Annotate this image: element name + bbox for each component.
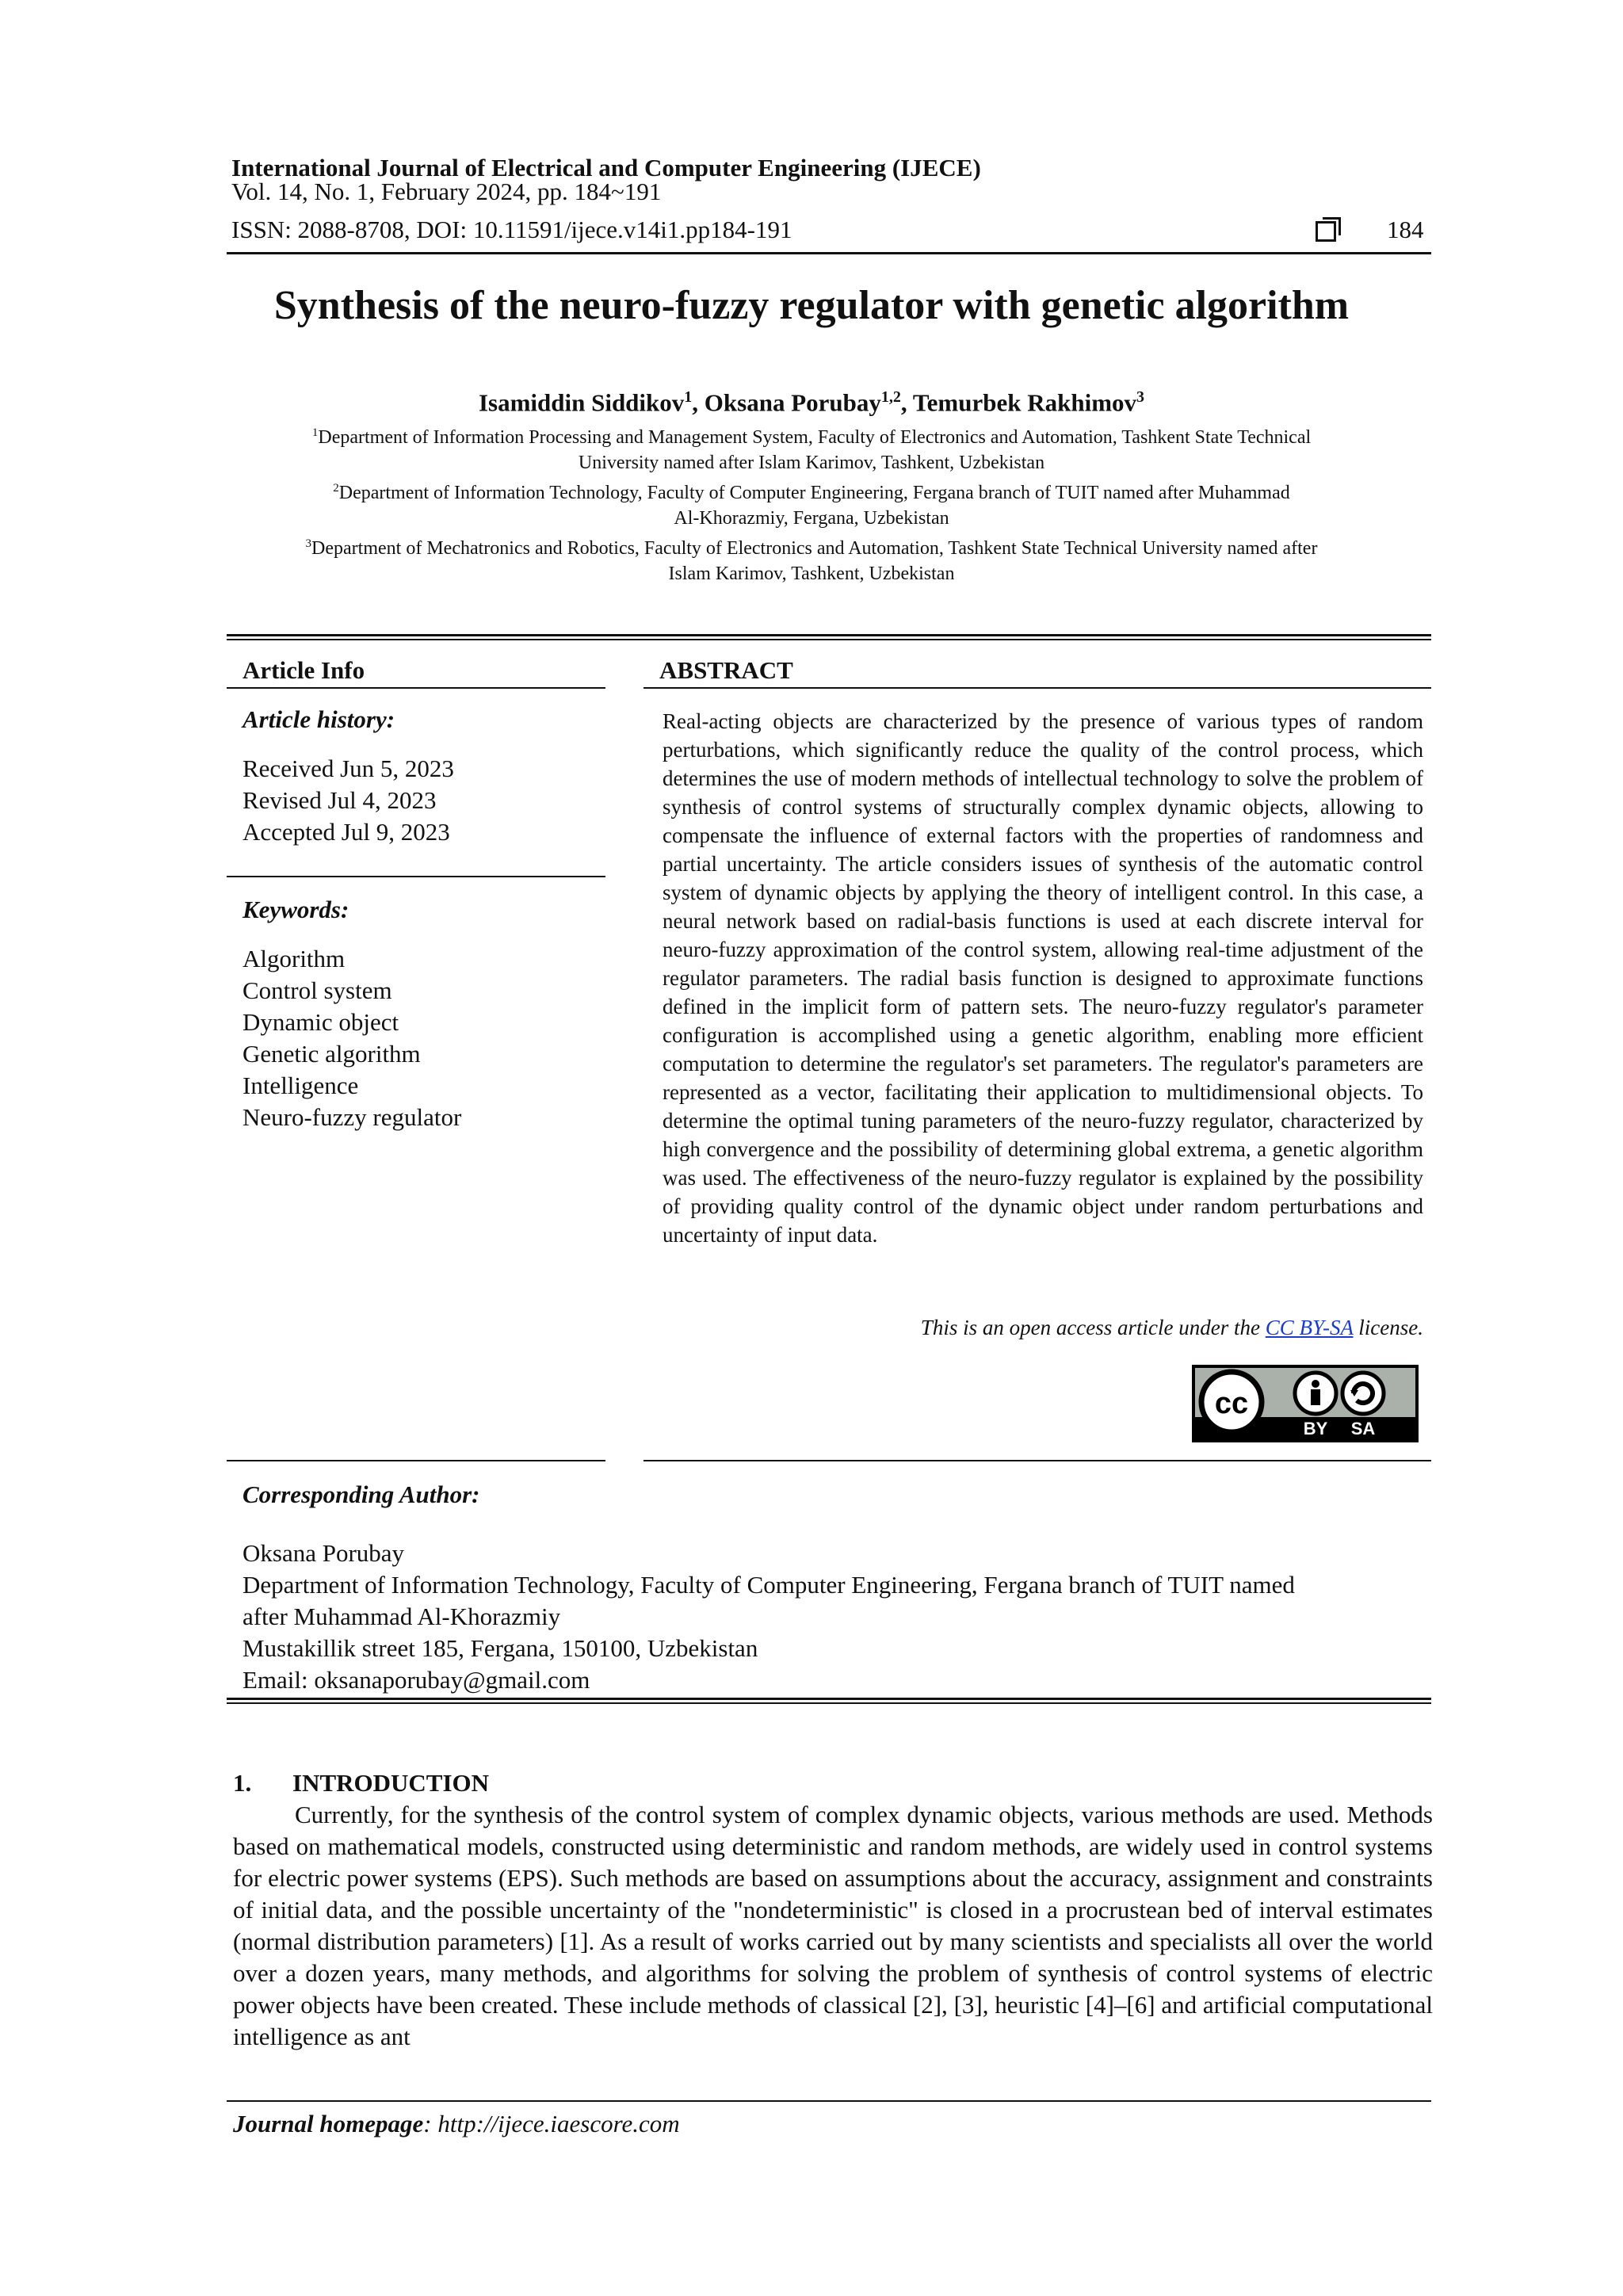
keywords-rule <box>227 876 605 877</box>
keyword: Intelligence <box>242 1072 359 1099</box>
affiliation <box>238 450 1385 476</box>
affiliation <box>238 420 1385 450</box>
cc-by-sa-badge[interactable] <box>1192 1365 1419 1442</box>
author-name: Oksana Porubay <box>704 388 881 417</box>
affil-sup: 2 <box>333 482 339 495</box>
affiliation <box>238 506 1385 531</box>
affil-sup: 3 <box>305 537 312 550</box>
article-dates <box>242 753 454 848</box>
introduction-heading <box>233 1769 489 1797</box>
revised-date: Revised Jul 4, 2023 <box>242 786 437 814</box>
corresponding-address: Mustakillik street 185, Fergana, 150100, Uzbekistan <box>242 1634 758 1662</box>
license-suffix: license. <box>1353 1316 1423 1339</box>
affil-line: University named after Islam Karimov, Tashkent, Uzbekistan <box>578 453 1045 473</box>
homepage-label: Journal homepage <box>233 2110 424 2137</box>
affil-line: Department of Mechatronics and Robotics, Faculty of Electronics and Automation, Tashkent State Technical University named after <box>311 538 1318 559</box>
affiliation <box>238 476 1385 506</box>
corresponding-author-details <box>242 1538 1431 1696</box>
accepted-date: Accepted Jul 9, 2023 <box>242 818 450 846</box>
author-list: Isamiddin Siddikov$^1$, Oksana Porubay$^{1,2}$, Temurbek Rakhimov$^3$ <box>478 388 1145 417</box>
affiliation <box>238 531 1385 561</box>
footer-rule <box>227 2100 1431 2102</box>
article-info-bottom-rule <box>227 1460 605 1461</box>
section-double-rule <box>227 639 1431 640</box>
author-affil-sup: 3 <box>1136 388 1145 406</box>
section-title: INTRODUCTION <box>292 1769 490 1797</box>
keyword: Neuro-fuzzy regulator <box>242 1103 462 1131</box>
corresponding-name: Oksana Porubay <box>242 1539 405 1567</box>
affil-sup: 1 <box>311 426 319 439</box>
square-bullet-icon <box>1316 221 1336 242</box>
keyword: Algorithm <box>242 945 346 972</box>
affil-line: Department of Information Processing and Management System, Faculty of Electronics and Automation, Tashkent State Technical <box>318 427 1312 448</box>
affil-line: Department of Information Technology, Faculty of Computer Engineering, Fergana branch of TUIT named after Muhammad <box>338 483 1290 503</box>
journal-name: International Journal of Electrical and Computer Engineering (IJECE) <box>231 154 981 181</box>
corresponding-dept: Department of Information Technology, Faculty of Computer Engineering, Fergana branch of TUIT named <box>242 1571 1295 1599</box>
badge-by-label: BY <box>1303 1419 1328 1438</box>
affiliation <box>238 561 1385 586</box>
article-info-heading: Article Info <box>242 656 365 684</box>
abstract-rule <box>643 687 1431 689</box>
homepage-url[interactable]: : http://ijece.iaescore.com <box>423 2110 680 2137</box>
keywords-list <box>242 943 461 1133</box>
corresponding-author-heading: Corresponding Author: <box>242 1480 480 1508</box>
author-affil-sup: 1,2 <box>880 388 901 406</box>
badge-sa-label: SA <box>1350 1419 1376 1438</box>
keywords-heading: Keywords: <box>242 896 349 923</box>
abstract-heading: ABSTRACT <box>659 656 793 684</box>
received-date: Received Jun 5, 2023 <box>242 755 454 782</box>
author-name: Isamiddin Siddikov <box>478 388 685 417</box>
journal-issn-doi: ISSN: 2088-8708, DOI: 10.11591/ijece.v14i1.pp184-191 <box>231 216 792 243</box>
header-rule <box>227 252 1431 254</box>
svg-text:cc: cc <box>1214 1387 1249 1420</box>
license-statement <box>663 1316 1423 1340</box>
cc-badge-icon <box>1195 1368 1415 1439</box>
abstract-text: Real-acting objects are characterized by the presence of various types of random perturbations, which significantly reduce the quality of the control process, which determines the use of modern methods of intellectual technology to solve the problem of synthesis of control systems of structurally complex dynamic objects, allowing to compensate the influence of external factors with the properties of randomness and partial uncertainty. The article considers issues of synthesis of the automatic control system of dynamic objects by applying the theory of intelligent control. In this case, a neural network based on radial-basis functions is used at each discrete interval for neuro-fuzzy approximation of the control system, allowing real-time adjustment of the regulator parameters. The radial basis function is designed to approximate functions defined in the implicit form of pattern sets. The neuro-fuzzy regulator's parameter configuration is accomplished using a genetic algorithm, enabling more efficient computation to determine the regulator's set parameters. The regulator's parameters are represented as a vector, facilitating their application to multidimensional objects. To determine the optimal tuning parameters of the neuro-fuzzy regulator, characterized by high convergence and the possibility of determining global extrema, a genetic algorithm was used. The effectiveness of the neuro-fuzzy regulator is explained by the possibility of providing quality control of the dynamic object under random perturbations and uncertainty of input data. <box>663 709 1423 1247</box>
author-name: Temurbek Rakhimov <box>912 388 1137 417</box>
corresponding-dept: after Muhammad Al-Khorazmiy <box>242 1603 561 1630</box>
journal-homepage <box>233 2110 680 2138</box>
introduction-text: Currently, for the synthesis of the control system of complex dynamic objects, various methods are used. Methods based on mathematical models, constructed using deterministic and random methods, are widely used in control systems for electric power systems (EPS). Such methods are based on assumptions about the accuracy, assignment and constraints of initial data, and the possible uncertainty of the "nondeterministic" is closed in a procrustean bed of interval estimates (normal distribution parameters) [1]. As a result of works carried out by many scientists and specialists all over the world over a dozen years, many methods, and algorithms for solving the problem of synthesis of control systems of electric power objects have been created. These include methods of classical [2], [3], heuristic [4]–[6] and artificial computational intelligence as ant <box>233 1801 1433 2050</box>
author-affil-sup: 1 <box>684 388 693 406</box>
page-number: 184 <box>1387 216 1424 243</box>
abstract-bottom-rule <box>643 1460 1431 1461</box>
corresponding-double-rule <box>227 1702 1431 1704</box>
corresponding-email: Email: oksanaporubay@gmail.com <box>242 1666 590 1694</box>
paper-title: Synthesis of the neuro-fuzzy regulator with genetic algorithm <box>273 283 1350 328</box>
keyword: Dynamic object <box>242 1008 399 1036</box>
article-info-rule <box>227 687 605 689</box>
license-link[interactable]: CC BY-SA <box>1265 1316 1354 1339</box>
journal-volume: Vol. 14, No. 1, February 2024, pp. 184~191 <box>231 178 662 205</box>
section-number: 1. <box>233 1769 252 1797</box>
article-history-heading: Article history: <box>242 705 395 733</box>
affiliations <box>238 420 1385 586</box>
affil-line: Al-Khorazmiy, Fergana, Uzbekistan <box>674 508 949 529</box>
section-double-rule <box>227 634 1431 636</box>
affil-line: Islam Karimov, Tashkent, Uzbekistan <box>668 563 955 584</box>
license-prefix: This is an open access article under the <box>920 1316 1266 1339</box>
keyword: Genetic algorithm <box>242 1040 421 1068</box>
keyword: Control system <box>242 976 392 1004</box>
corresponding-double-rule <box>227 1698 1431 1700</box>
